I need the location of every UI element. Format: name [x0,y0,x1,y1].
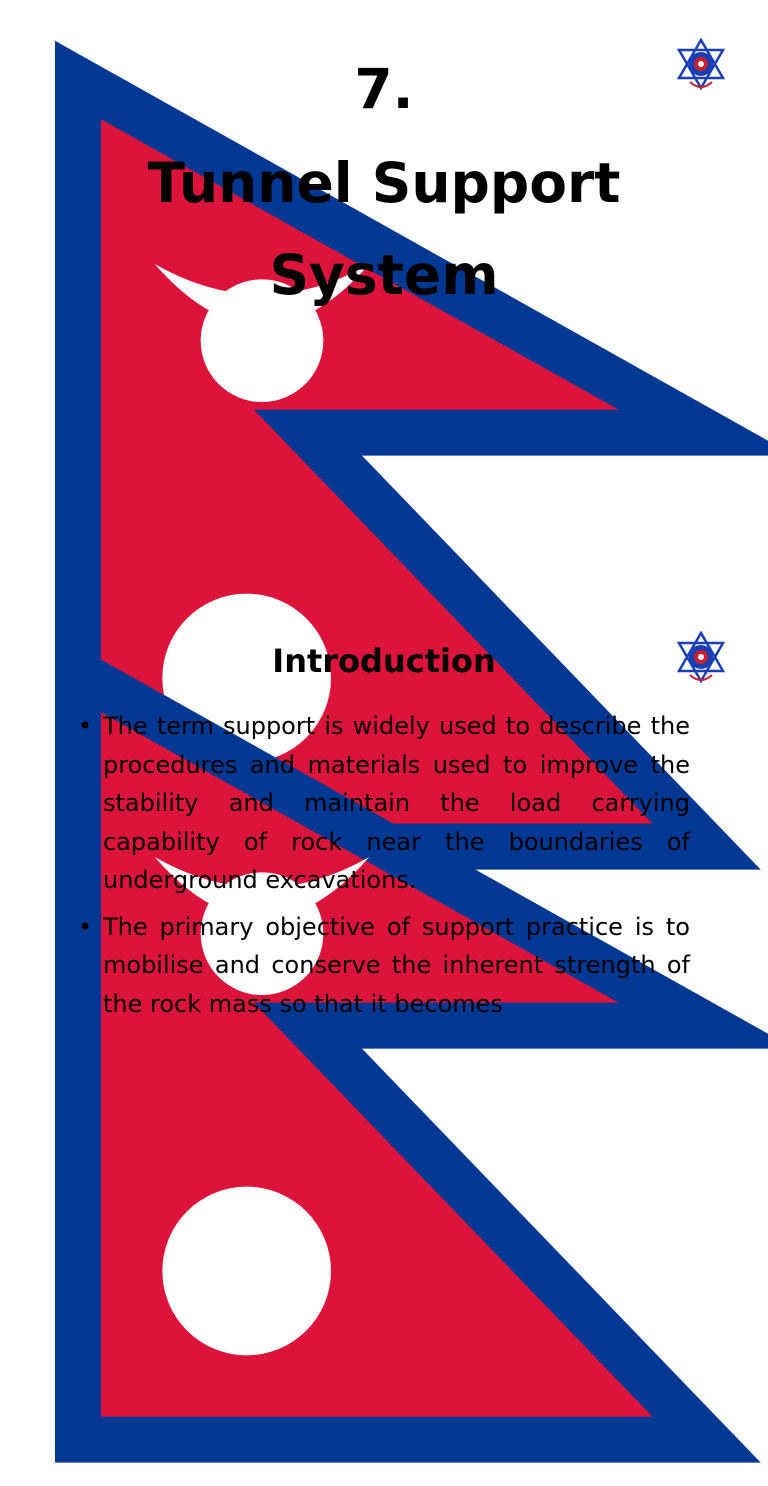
title-number: 7. [354,57,414,121]
bullet-text: The term support is widely used to describe the procedures and materials used to improve the stability and maintain the load carrying capability of rock near the boundaries of underground excavations. [103,712,690,894]
section-heading: Introduction [272,642,496,680]
bullet-text: The primary objective of support practice is to mobilise and conserve the inherent strength of the rock mass so that it becomes [103,912,690,1018]
list-item [0,707,768,900]
title-line-1: Tunnel Support [147,151,621,215]
bullet-icon: • [78,712,93,740]
bullet-list [0,707,768,1031]
list-item [0,908,768,1024]
bullet-icon: • [78,912,93,941]
title-line-2: System [269,243,499,307]
